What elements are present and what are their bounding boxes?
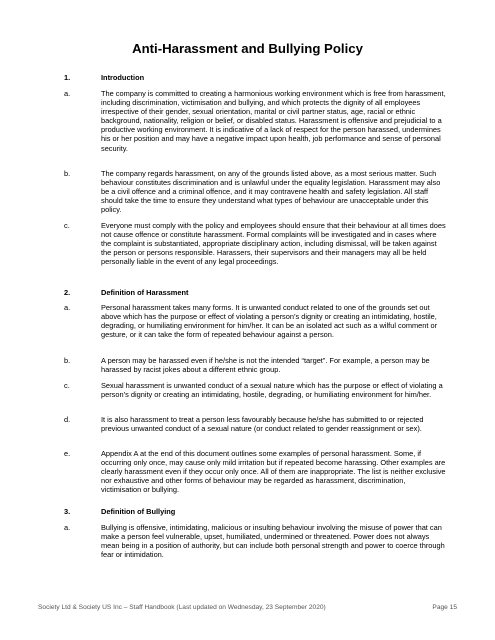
section-number: 2. xyxy=(64,288,71,297)
section-number: 1. xyxy=(64,73,71,82)
paragraph-3a xyxy=(64,523,446,559)
paragraph-letter: c. xyxy=(64,221,70,230)
paragraph-text: It is also harassment to treat a person less favourably because he/she has submitted to or rejected previous unwanted conduct of a sexual nature (or conduct related to gender reassignment or sex). xyxy=(101,415,424,434)
paragraph-text: Personal harassment takes many forms. It is unwanted conduct related to one of the grounds set out above which has the purpose or effect of violating a person’s dignity or creating an intimidating, hostile, degrading, or humiliating environment for him/her. It can be an isolated act such as a wilful comment or gesture, or it can take the form of repeated behaviour against a person. xyxy=(101,303,438,340)
page-number: Page 15 xyxy=(432,604,457,611)
paragraph-2b xyxy=(64,356,446,374)
paragraph-2e xyxy=(64,449,446,494)
paragraph-letter: b. xyxy=(64,356,71,365)
section-number: 3. xyxy=(64,507,71,516)
paragraph-text: Appendix A at the end of this document outlines some examples of personal harassment. Some, if occurring only once, may cause only mild irritation but if repeated become harassing. Other examples are clearly harassment even if they occur only once. All of them are inappropriate. The list is neither exclusive nor exhaustive and other forms of behaviour may be regarded as harassment, discrimination, victimisation or bullying. xyxy=(101,449,446,495)
paragraph-text: Bullying is offensive, intimidating, malicious or insulting behaviour involving the misuse of power that can make a person feel vulnerable, upset, humiliated, undermined or threatened. Power does not always mean being in a position of authority, but can include both personal strength and power to coerce through fear or intimidation. xyxy=(101,523,445,560)
document-title: Anti-Harassment and Bullying Policy xyxy=(132,41,363,56)
paragraph-1b xyxy=(64,169,446,214)
paragraph-letter: c. xyxy=(64,381,70,390)
section-title: Definition of Bullying xyxy=(101,507,176,516)
paragraph-2d xyxy=(64,415,446,433)
paragraph-letter: e. xyxy=(64,449,71,458)
footer-handbook-info: Society Ltd & Society US Inc – Staff Handbook (Last updated on Wednesday, 23 September 2020) xyxy=(38,604,326,611)
paragraph-letter: a. xyxy=(64,89,71,98)
paragraph-text: Everyone must comply with the policy and employees should ensure that their behaviour at all times does not cause offence or constitute harassment. Formal complaints will be investigated and in cases where the complaint is substantiated, appropriate disciplinary action, including dismissal, will be taken against the person or persons responsible. Harassers, their supervisors and their managers may all be held personally liable in the event of any legal proceedings. xyxy=(101,221,446,267)
paragraph-text: A person may be harassed even if he/she is not the intended “target”. For example, a person may be harassed by racist jokes about a different ethnic group. xyxy=(101,356,430,375)
paragraph-text: The company is committed to creating a harmonious working environment which is free from harassment, including discrimination, victimisation and bullying, and which protects the dignity of all employees irrespective of their gender, sexual orientation, marital or civil partner status, age, racial or ethnic background, nationality, religion or belief, or disabled status. Harassment is offensive and prejudicial to a productive working environment. It is indicative of a lack of respect for the person harassed, undermines his or her position and may have a negative impact upon health, job performance and sense of personal security. xyxy=(101,89,446,153)
paragraph-letter: b. xyxy=(64,169,71,178)
paragraph-text: The company regards harassment, on any of the grounds listed above, as a most serious matter. Such behaviour constitutes discrimination and is unlawful under the equality legislation. Harassment may also be a civil offence and a criminal offence, and it may contravene health and safety legislation. All staff should take the time to ensure they understand what types of behaviour are unacceptable under this policy. xyxy=(101,169,441,215)
paragraph-2a xyxy=(64,303,446,339)
paragraph-1a xyxy=(64,89,446,153)
paragraph-letter: d. xyxy=(64,415,71,424)
paragraph-2c xyxy=(64,381,446,399)
paragraph-1c xyxy=(64,221,446,266)
section-title: Definition of Harassment xyxy=(101,288,189,297)
section-title: Introduction xyxy=(101,73,145,82)
paragraph-text: Sexual harassment is unwanted conduct of a sexual nature which has the purpose or effect of violating a person’s dignity or creating an intimidating, hostile, degrading, or humiliating environment for him/her. xyxy=(101,381,443,400)
paragraph-letter: a. xyxy=(64,523,71,532)
paragraph-letter: a. xyxy=(64,303,71,312)
